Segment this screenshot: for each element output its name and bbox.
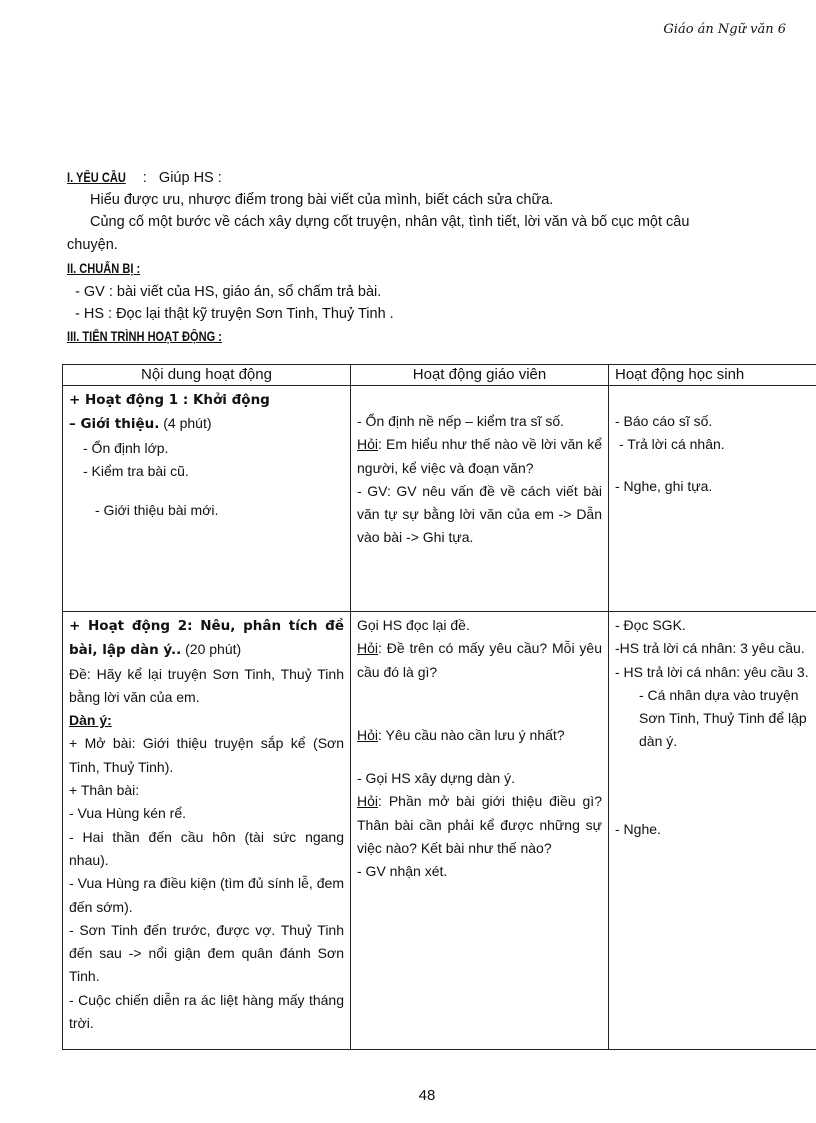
row2-content-tb1: - Vua Hùng kén rể.: [69, 805, 186, 822]
header-student: Hoạt động học sinh: [609, 365, 816, 386]
row1-content: [63, 386, 351, 612]
section-1-colon: :: [142, 170, 147, 186]
row1-student-l3: - Nghe, ghi tựa.: [615, 477, 713, 494]
header-note: Giáo án Ngữ văn 6: [663, 22, 786, 37]
row1-student: [609, 386, 816, 612]
row2-student-l3: - HS trả lời cá nhân: yêu cầu 3.: [615, 663, 809, 680]
hoi-label: Hỏi: [357, 640, 379, 657]
dan-y-label: Dàn ý:: [69, 712, 112, 729]
row1-content-l1: - Ổn định lớp.: [83, 439, 169, 456]
section-1-item-2b: chuyện.: [67, 237, 118, 253]
row2-content-tb: + Thân bài:: [69, 782, 140, 799]
section-1-item-2a: Củng cố một bước về cách xây dựng cốt truyện, nhân vật, tình tiết, lời văn và bố cục một câu: [90, 214, 690, 230]
table-row: [63, 612, 816, 1050]
section-2-item-1: - GV : bài viết của HS, giáo án, sổ chấm trả bài.: [75, 284, 382, 300]
activity-2-title: + Hoạt động 2: Nêu, phân tích đề bài, lập dàn ý..: [69, 618, 344, 659]
row2-content-tb2: - Hai thần đến cầu hôn (tài sức ngang nhau).: [69, 828, 344, 868]
activity-1-time: (4 phút): [163, 415, 212, 432]
activity-2-time: (20 phút): [185, 641, 242, 658]
row2-content-de: Đề: Hãy kể lại truyện Sơn Tinh, Thuỷ Tinh bằng lời văn của em.: [69, 665, 344, 705]
row2-student: [609, 612, 816, 1050]
activity-1-subtitle: – Giới thiệu.: [69, 416, 160, 433]
row2-teacher-l5: : Phần mở bài giới thiệu điều gì? Thân bài cần phải kể được những sự việc nào? Kết bài như thế nào?: [357, 793, 602, 857]
section-1-item-1: Hiểu được ưu, nhược điểm trong bài viết của mình, biết cách sửa chữa.: [90, 192, 554, 208]
page-number: 48: [418, 1087, 436, 1104]
row2-student-l4: - Cá nhân dựa vào truyện Sơn Tinh, Thuỷ Tinh để lập dàn ý.: [639, 686, 807, 750]
section-1-title: I. YÊU CẦU: [67, 170, 126, 185]
hoi-label: Hỏi: [357, 436, 379, 453]
row2-content-tb3: - Vua Hùng ra điều kiện (tìm đủ sính lễ, đem đến sớm).: [69, 875, 344, 915]
row1-student-l2: - Trả lời cá nhân.: [619, 436, 725, 453]
row2-teacher-l4: - Gọi HS xây dựng dàn ý.: [357, 770, 515, 787]
row1-teacher-l2: : Em hiểu như thế nào về lời văn kể người, kể việc và đoạn văn?: [357, 436, 602, 476]
header-content: Nội dung hoạt động: [63, 365, 351, 386]
activity-1-title: + Hoạt động 1 : Khởi động: [69, 392, 270, 408]
hoi-label: Hỏi: [357, 793, 379, 810]
row2-teacher-l3: : Yêu cầu nào cần lưu ý nhất?: [378, 726, 565, 743]
row2-student-l1: - Đọc SGK.: [615, 617, 686, 633]
hoi-label: Hỏi: [357, 726, 379, 743]
row1-teacher-l3: - GV: GV nêu vấn đề về cách viết bài văn tự sự bằng lời văn của em -> Dẫn vào bài -> Ghi tựa.: [357, 482, 602, 546]
row2-content: [63, 612, 351, 1050]
table-row: [63, 386, 816, 612]
section-3-title: III. TIẾN TRÌNH HOẠT ĐỘNG :: [67, 329, 222, 344]
row2-teacher-l2: : Đề trên có mấy yêu cầu? Mỗi yêu cầu đó là gì?: [357, 640, 602, 680]
row1-content-l3: - Giới thiệu bài mới.: [95, 502, 219, 519]
row1-teacher: [351, 386, 609, 612]
row1-content-l2: - Kiểm tra bài cũ.: [83, 462, 189, 479]
section-1-line: [67, 170, 222, 186]
row2-content-tb5: - Cuộc chiến diễn ra ác liệt hàng mấy tháng trời.: [69, 991, 344, 1032]
table-header-row: [63, 365, 816, 386]
row2-teacher-l6: - GV nhận xét.: [357, 863, 448, 880]
row2-student-l2: -HS trả lời cá nhân: 3 yêu cầu.: [615, 640, 805, 657]
row1-student-l1: - Báo cáo sĩ số.: [615, 413, 713, 429]
header-teacher: Hoạt động giáo viên: [351, 365, 609, 386]
section-2-title: II. CHUẨN BỊ :: [67, 261, 141, 276]
activity-table: [62, 364, 816, 1050]
row2-content-tb4: - Sơn Tinh đến trước, được vợ. Thuỷ Tinh đến sau -> nổi giận đem quân đánh Sơn Tinh.: [69, 921, 344, 985]
section-1-intro: Giúp HS :: [158, 170, 222, 186]
row2-teacher-l1: Gọi HS đọc lại đề.: [357, 617, 470, 633]
section-2-item-2: - HS : Đọc lại thật kỹ truyện Sơn Tinh, Thuỷ Tinh .: [75, 306, 394, 322]
row1-teacher-l1: - Ổn định nề nếp – kiểm tra sĩ số.: [357, 413, 564, 429]
row2-teacher: [351, 612, 609, 1050]
row2-content-mb: + Mở bài: Giới thiệu truyện sắp kể (Sơn Tinh, Thuỷ Tinh).: [69, 735, 344, 775]
row2-student-l5: - Nghe.: [615, 820, 661, 837]
